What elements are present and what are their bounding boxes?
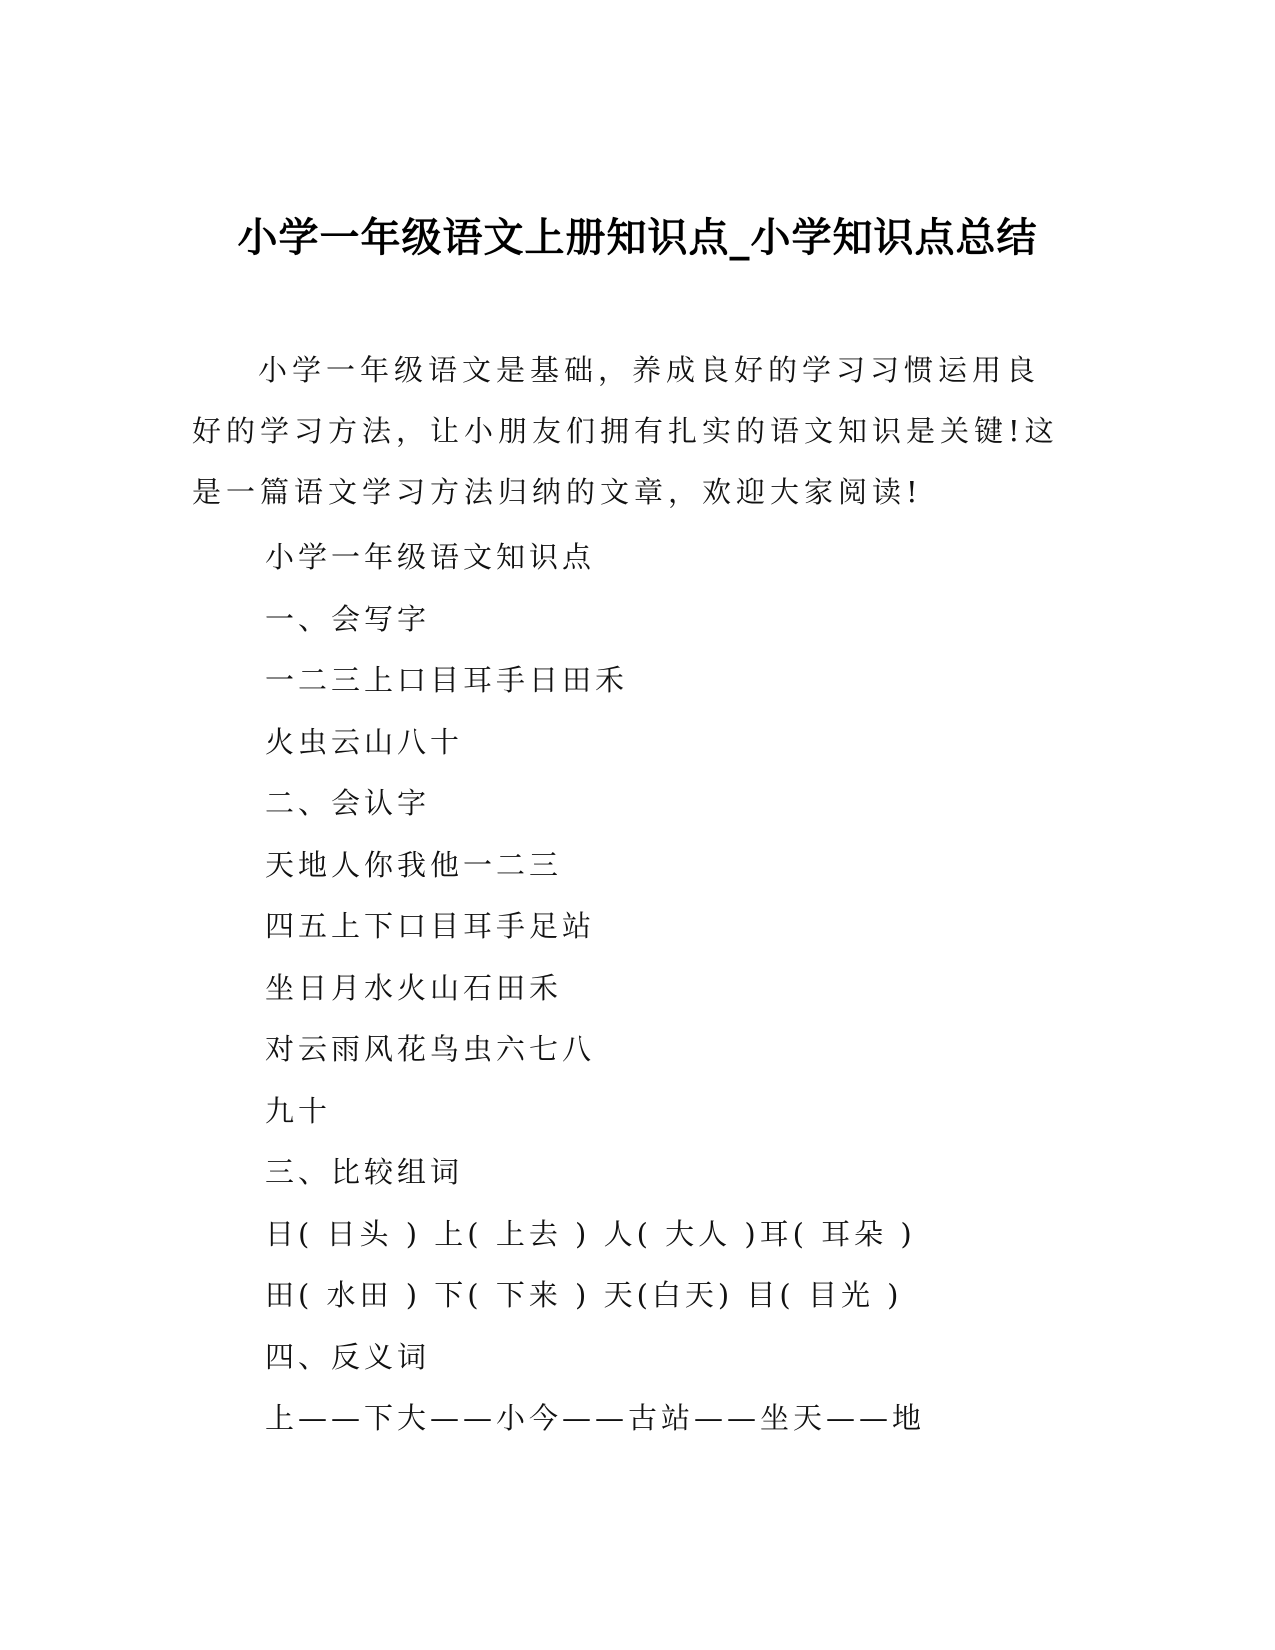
recognizing-characters-line-3: 坐日月水火山石田禾 [265, 970, 563, 1005]
content-lines [265, 527, 1145, 1450]
section-heading-writing-characters: 一、会写字 [265, 601, 431, 636]
section-heading-recognizing-characters: 二、会认字 [265, 786, 431, 820]
section-heading-antonyms: 四、反义词 [265, 1339, 431, 1374]
writing-characters-line-1: 一二三上口目耳手日田禾 [265, 663, 629, 697]
section-heading-word-comparison: 三、比较组词 [265, 1155, 464, 1189]
writing-characters-line-2: 火虫云山八十 [265, 724, 464, 759]
recognizing-characters-line-5: 九十 [265, 1093, 332, 1128]
section-heading-knowledge-points: 小学一年级语文知识点 [265, 540, 596, 574]
intro-paragraph: 小学一年级语文是基础，养成良好的学习习惯运用良好的学习方法，让小朋友们拥有扎实的语文知识是关键!这是一篇语文学习方法归纳的文章，欢迎大家阅读! [192, 353, 1059, 509]
recognizing-characters-line-1: 天地人你我他一二三 [265, 847, 563, 882]
recognizing-characters-line-4: 对云雨风花鸟虫六七八 [265, 1032, 596, 1066]
document-title: 小学一年级语文上册知识点_小学知识点总结 [237, 215, 1038, 261]
antonyms-line-1: 上——下大——小今——古站——坐天——地 [265, 1401, 926, 1435]
word-comparison-line-1: 日( 日头 ) 上( 上去 ) 人( 大人 )耳( 耳朵 ) [265, 1216, 916, 1251]
recognizing-characters-line-2: 四五上下口目耳手足站 [265, 909, 596, 943]
word-comparison-line-2: 田( 水田 ) 下( 下来 ) 天(白天) 目( 目光 ) [265, 1278, 903, 1312]
